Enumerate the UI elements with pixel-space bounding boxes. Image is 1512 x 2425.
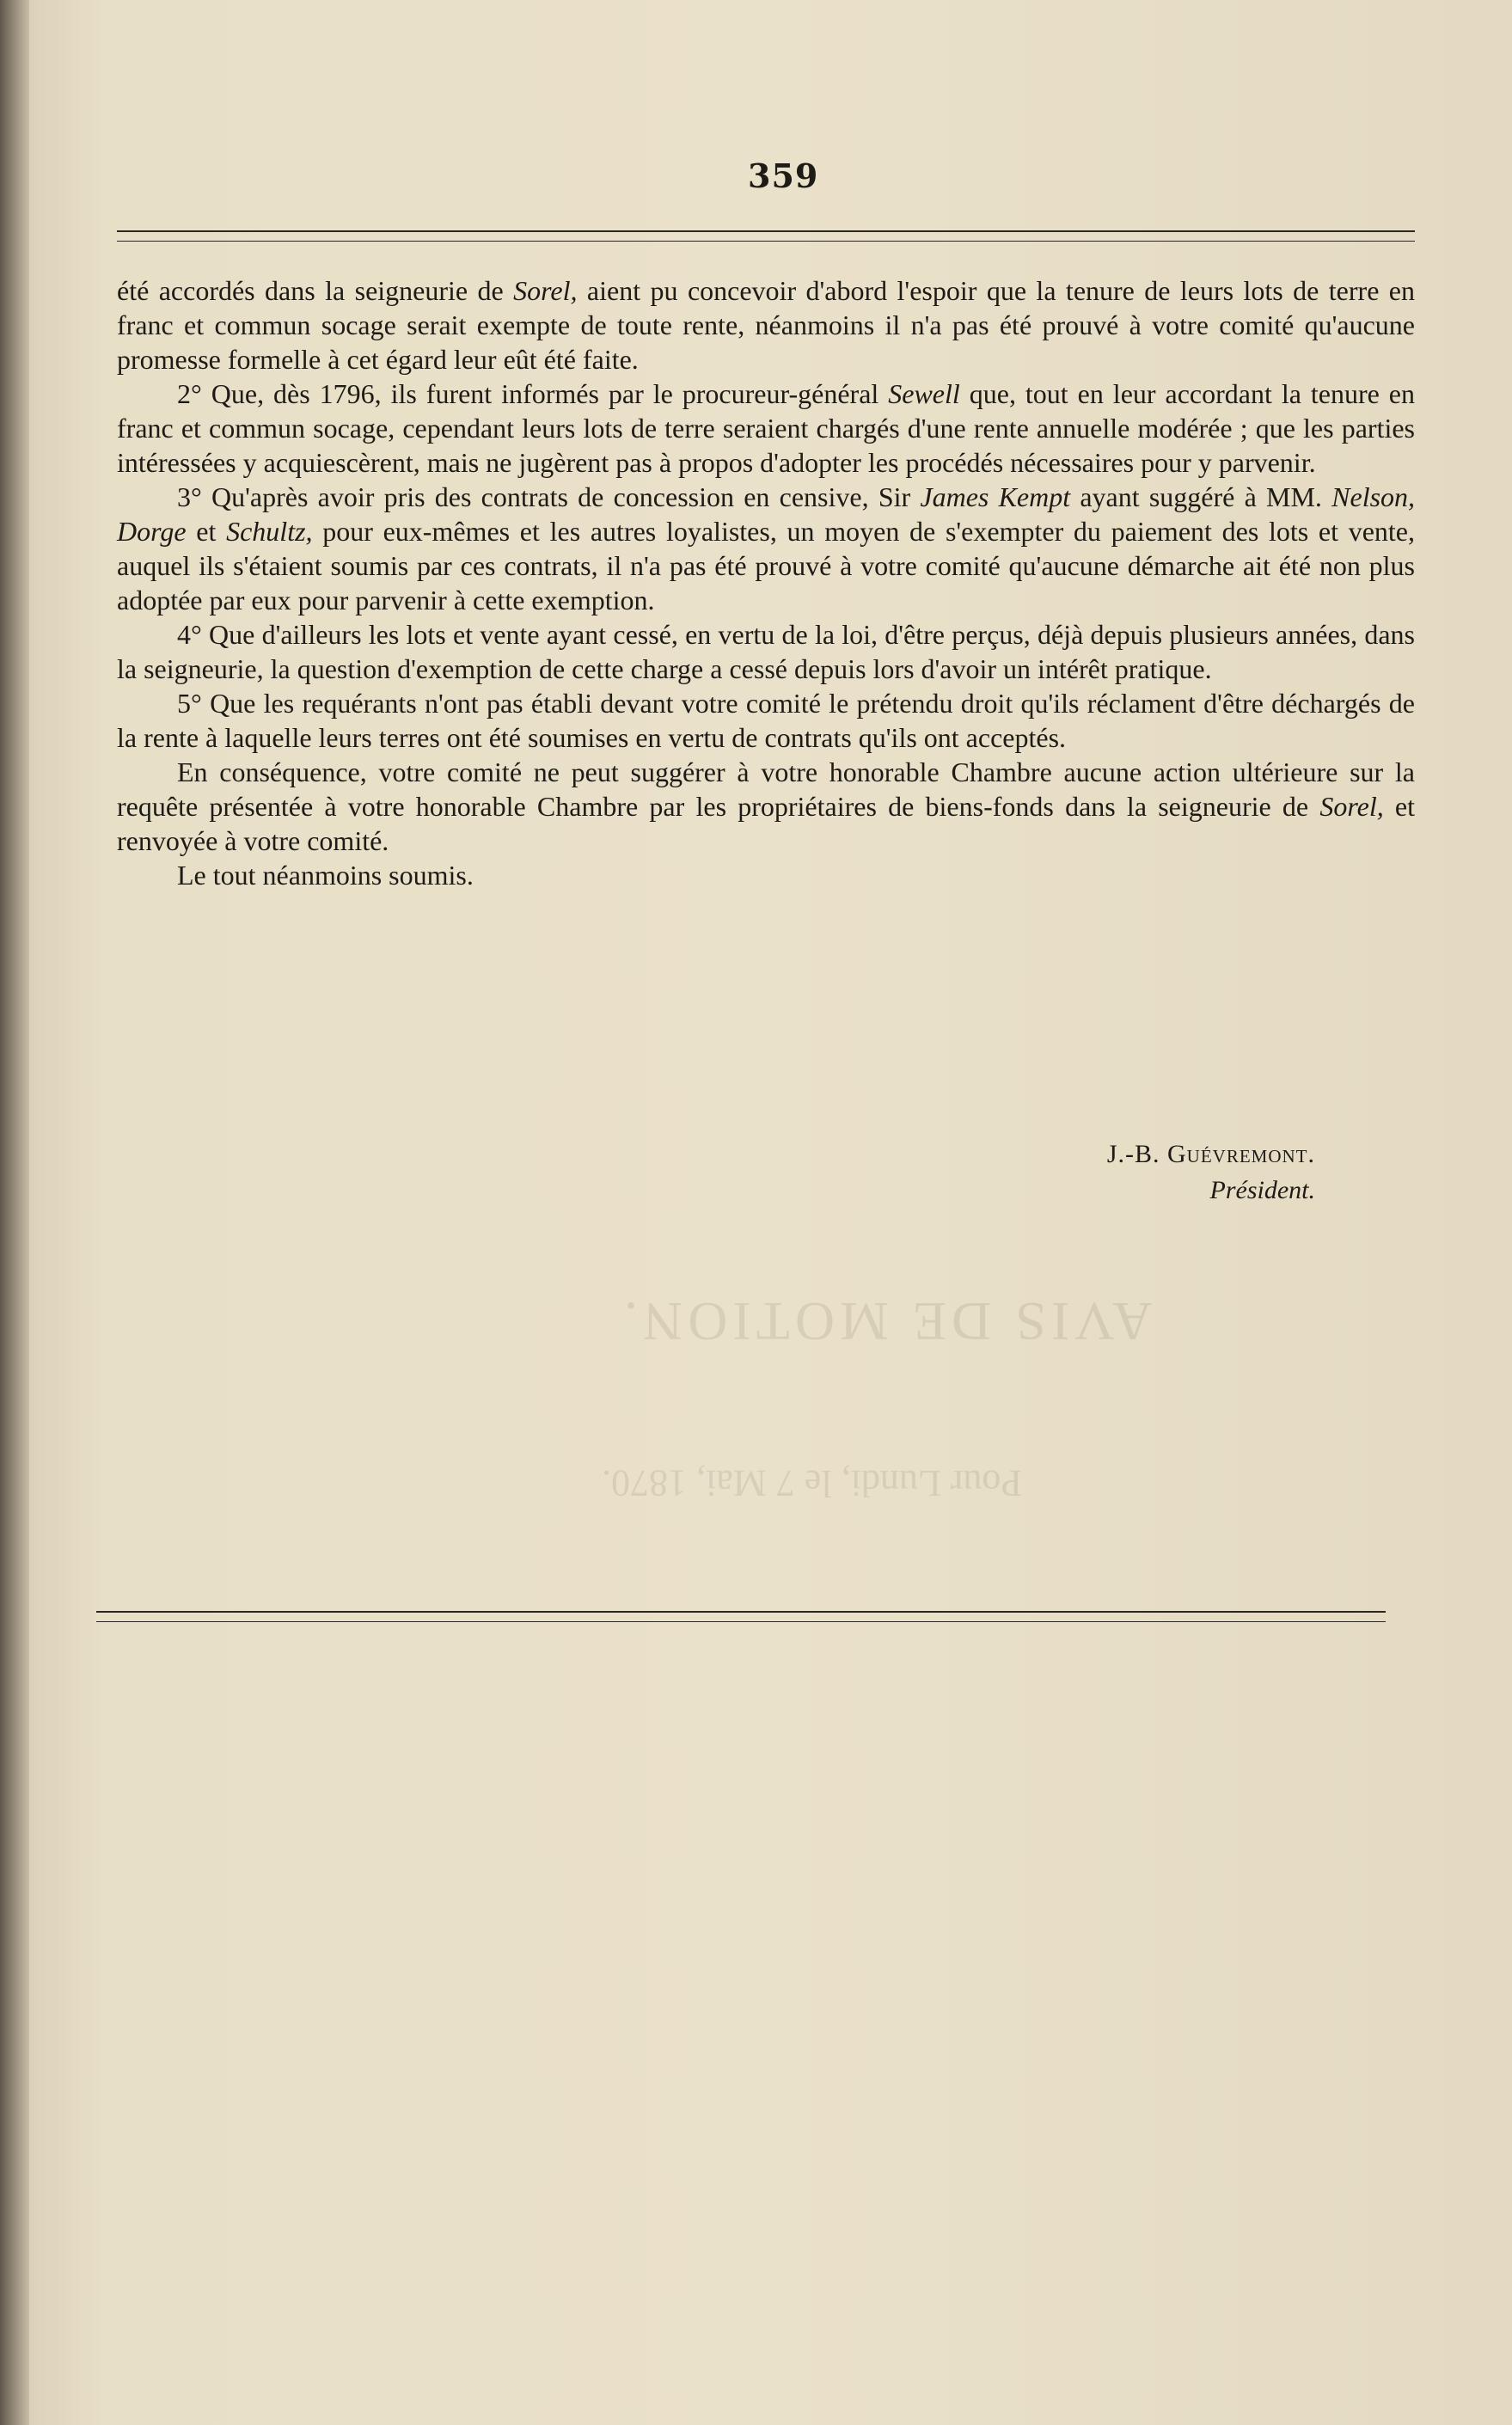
- italic-name: Sorel,: [1319, 791, 1384, 822]
- report-body: [117, 273, 1415, 892]
- text-run: que, tout en leur accordant la tenure en franc et commun socage, cependant leurs lots de terre seraient chargés d'une rente annuelle modérée ; que les parties intéressées y acquiescèrent, mais ne jugèrent pas à propos d'adopter les procédés nécessaires pour y parvenir.: [117, 378, 1416, 478]
- paragraph: [117, 377, 1415, 480]
- signature-block: [911, 1136, 1315, 1209]
- header-rule-bottom: [117, 241, 1415, 242]
- text-run: 3° Qu'après avoir pris des contrats de concession en censive, Sir: [177, 481, 921, 512]
- text-run: et: [186, 516, 227, 547]
- paragraph: [117, 686, 1415, 755]
- text-run: aient pu concevoir d'abord l'espoir que la tenure de leurs lots de terre en franc et commun socage serait exempte de toute rente, néanmoins il n'a pas été prouvé à votre comité qu'aucune promesse formelle à cet égard leur eût été faite.: [117, 275, 1416, 375]
- text-run: ayant suggéré à MM.: [1070, 481, 1332, 512]
- show-through-heading: AVIS DE MOTION.: [619, 1291, 1153, 1352]
- paragraph: [117, 858, 1415, 892]
- text-run: Le tout néanmoins soumis.: [177, 860, 474, 891]
- signatory-name: J.-B. Guévremont.: [1106, 1140, 1315, 1168]
- italic-name: James Kempt: [920, 481, 1071, 512]
- paragraph: [117, 273, 1415, 377]
- italic-name: Sewell: [888, 378, 960, 409]
- italic-name: Schultz,: [226, 516, 313, 547]
- footer-rule-bottom: [96, 1621, 1386, 1622]
- page-number: 359: [748, 156, 819, 195]
- book-binding-shadow: [0, 0, 29, 2425]
- text-run: 2° Que, dès 1796, ils furent informés par le procureur-général: [177, 378, 889, 409]
- footer-rule-top: [96, 1611, 1386, 1613]
- paragraph: [117, 755, 1415, 858]
- text-run: été accordés dans la seigneurie de: [117, 275, 514, 306]
- text-run: En conséquence, votre comité ne peut suggérer à votre honorable Chambre aucune action ultérieure sur la requête présentée à votre honorable Chambre par les propriétaires de biens-fonds dans la seigneurie de: [117, 756, 1415, 822]
- italic-name: Sorel,: [513, 275, 578, 306]
- show-through-date: Pour Lundi, le 7 Mai, 1870.: [602, 1462, 1022, 1504]
- text-run: 5° Que les requérants n'ont pas établi devant votre comité le prétendu droit qu'ils réclament d'être déchargés de la rente à laquelle leurs terres ont été soumises en vertu de contrats qu'ils ont acceptés.: [117, 688, 1415, 753]
- text-run: et renvoyée à votre comité.: [117, 791, 1416, 856]
- header-rule-top: [117, 230, 1415, 232]
- paragraph: [117, 617, 1415, 686]
- italic-name: Nelson, Dorge: [117, 481, 1416, 547]
- paragraph: [117, 480, 1415, 617]
- signatory-title: Président.: [1209, 1176, 1315, 1204]
- text-run: 4° Que d'ailleurs les lots et vente ayant cessé, en vertu de la loi, d'être perçus, déjà depuis plusieurs années, dans la seigneurie, la question d'exemption de cette charge a cessé depuis lors d'avoir un intérêt pratique.: [117, 619, 1415, 684]
- text-run: pour eux-mêmes et les autres loyalistes, un moyen de s'exempter du paiement des lots et vente, auquel ils s'étaient soumis par ces contrats, il n'a pas été prouvé à votre comité qu'aucune démarche ait été non plus adoptée par eux pour parvenir à cette exemption.: [117, 516, 1416, 615]
